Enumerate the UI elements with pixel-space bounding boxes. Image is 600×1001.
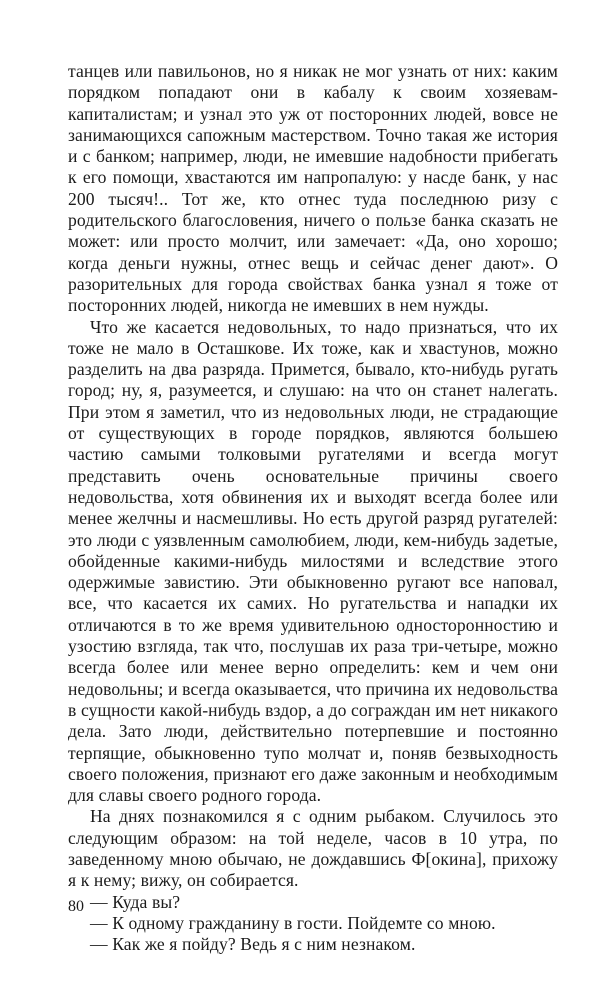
page-body <box>68 61 558 955</box>
paragraph-discontented: Что же касается недовольных, то надо признаться, что их тоже не мало в Осташкове. Их тоже, как и хвастунов, можно разделить на два разряда. Примется, бывало, кто-нибудь ругать город; ну, я, разумеется, и слушаю: на что он станет налегать. При этом я заметил, что из недовольных люди, не страдающие от существующих в городе порядков, являются большею частию самыми толковыми ругателями и всегда могут представить очень основательные причины своего недовольства, хотя обвинения их и выходят всегда более или менее желчны и насмешливы. Но есть другой разряд ругателей: это люди с уязвленным самолюбием, люди, кем-нибудь задетые, обойденные какими-нибудь милостями и вследствие этого одержимые завистию. Эти обыкновенно ругают все наповал, все, что касается их самих. Но ругательства и нападки их отличаются в то же время удивительною односторонностию и узостию взгляда, так что, послушав их раза три-четыре, можно всегда более или менее верно определить: кем и чем они недовольны; и всегда оказывается, что причина их недовольства в сущности какой-нибудь вздор, а до сограждан им нет никакого дела. Зато люди, действительно потерпевшие и постоянно терпящие, обыкновенно тупо молчат и, поняв безвыходность своего положения, признают его даже законным и необходимым для славы своего родного города. <box>68 316 558 806</box>
dialogue-line: — К одному гражданину в гости. Пойдемте со мною. <box>90 912 496 933</box>
paragraph-fisherman: На днях познакомился я с одним рыбаком. Случилось это следующим образом: на той неделе, часов в 10 утра, по заведенному мною обычаю, не дождавшись Ф[окина], прихожу я к нему; вижу, он собирается. <box>68 806 558 891</box>
page-number: 80 <box>68 898 84 915</box>
dialogue-line: — Как же я пойду? Ведь я с ним незнаком. <box>90 934 416 955</box>
dialogue-line: — Куда вы? <box>90 891 181 912</box>
paragraph-continuation: танцев или павильонов, но я никак не мог узнать от них: каким порядком попадают они в кабалу к своим хозяевам-капиталистам; и узнал это уж от посторонних людей, вовсе не занимающихся сапожным мастерством. Точно такая же история и с банком; например, люди, не имевшие надобности прибегать к его помощи, хвастаются им напропалую: у насде банк, у нас 200 тысяч!.. Тот же, кто отнес туда последнюю ризу с родительского благословения, ничего о пользе банка сказать не может: или просто молчит, или замечает: «Да, оно хорошо; когда деньги нужны, отнес вещь и сейчас денег дают». О разорительных для города свойствах банка узнал я тоже от посторонних людей, никогда не имевших в нем нужды. <box>68 61 558 316</box>
